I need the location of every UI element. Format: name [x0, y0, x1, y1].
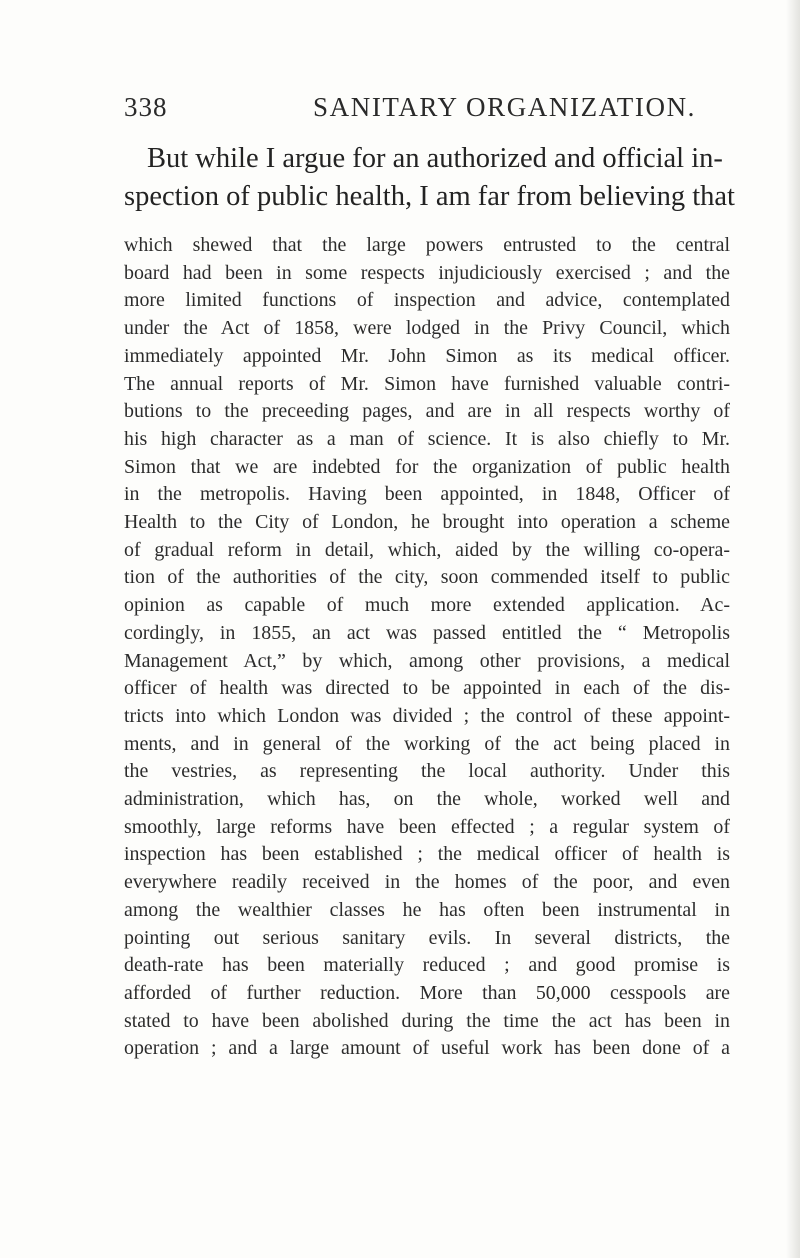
text-line: afforded of further reduction. More than 50,000 cesspools are	[124, 981, 730, 1004]
text-line: among the wealthier classes he has often been instrumental in	[124, 898, 730, 921]
text-line: board had been in some respects injudiciously exercised ; and the	[124, 261, 730, 284]
text-line: tion of the authorities of the city, soon commended itself to public	[124, 566, 730, 589]
lead-line: But while I argue for an authorized and official in-	[147, 143, 723, 174]
text-line: administration, which has, on the whole, worked well and	[124, 788, 730, 811]
lead-line: spection of public health, I am far from believing that	[124, 181, 735, 212]
text-line: operation ; and a large amount of useful work has been done of a	[124, 1037, 730, 1060]
text-line: opinion as capable of much more extended application. Ac-	[124, 594, 730, 617]
text-line: butions to the preceeding pages, and are in all respects worthy of	[124, 400, 730, 423]
text-line: stated to have been abolished during the time the act has been in	[124, 1009, 730, 1032]
running-title: SANITARY ORGANIZATION.	[313, 92, 697, 122]
text-line: smoothly, large reforms have been effected ; a regular system of	[124, 815, 730, 838]
text-line: everywhere readily received in the homes of the poor, and even	[124, 871, 730, 894]
page-edge-shadow	[786, 0, 800, 1258]
text-line: pointing out serious sanitary evils. In several districts, the	[124, 926, 730, 949]
text-line: of gradual reform in detail, which, aided by the willing co-opera-	[124, 538, 730, 561]
text-line: which shewed that the large powers entrusted to the central	[124, 234, 730, 256]
text-line: more limited functions of inspection and advice, contemplated	[124, 289, 730, 312]
body-paragraph	[124, 232, 730, 1063]
text-line: officer of health was directed to be appointed in each of the dis-	[124, 677, 730, 700]
text-line: death-rate has been materially reduced ; and good promise is	[124, 954, 730, 977]
lead-paragraph	[124, 140, 735, 216]
text-line: under the Act of 1858, were lodged in the Privy Council, which	[124, 317, 730, 340]
text-line: The annual reports of Mr. Simon have furnished valuable contri-	[124, 372, 730, 395]
text-line: in the metropolis. Having been appointed, in 1848, Officer of	[124, 483, 730, 506]
page-number: 338	[124, 92, 168, 122]
text-line: tricts into which London was divided ; the control of these appoint-	[124, 704, 730, 727]
text-line: Management Act,” by which, among other provisions, a medical	[124, 649, 730, 672]
text-line: Health to the City of London, he brought into operation a scheme	[124, 511, 730, 534]
text-line: inspection has been established ; the medical officer of health is	[124, 843, 730, 866]
running-head	[124, 92, 716, 126]
text-line: cordingly, in 1855, an act was passed entitled the “ Metropolis	[124, 621, 730, 644]
text-line: immediately appointed Mr. John Simon as its medical officer.	[124, 344, 730, 367]
text-line: his high character as a man of science. It is also chiefly to Mr.	[124, 427, 730, 450]
text-line: the vestries, as representing the local authority. Under this	[124, 760, 730, 783]
text-line: ments, and in general of the working of the act being placed in	[124, 732, 730, 755]
text-line: Simon that we are indebted for the organization of public health	[124, 455, 730, 478]
